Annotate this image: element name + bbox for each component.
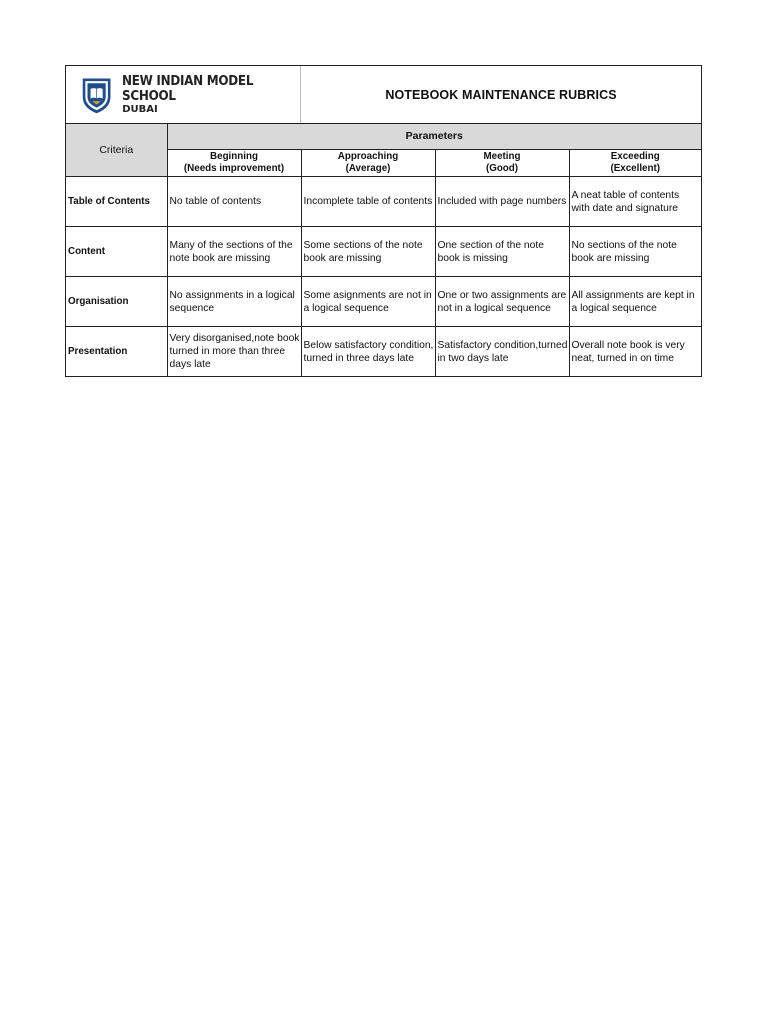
rubric-cell: No sections of the note book are missing [569, 227, 701, 277]
school-city: DUBAI [122, 103, 158, 115]
level-header-meeting [435, 150, 569, 177]
parameters-header: Parameters [167, 124, 701, 150]
rubric-cell: Satisfactory condition,turned in two days late [435, 327, 569, 377]
rubric-sheet [65, 65, 702, 377]
table-row [66, 327, 701, 377]
rubric-cell: Many of the sections of the note book are missing [167, 227, 301, 277]
level-name: Approaching [337, 151, 399, 162]
criterion-label: Organisation [66, 277, 167, 327]
level-desc: (Good) [485, 163, 519, 174]
rubric-table [66, 124, 701, 376]
level-name: Meeting [483, 151, 521, 162]
rubric-cell: Overall note book is very neat, turned in on time [569, 327, 701, 377]
criterion-label: Content [66, 227, 167, 277]
table-row [66, 227, 701, 277]
sheet-header [66, 66, 701, 124]
rubric-cell: Some asignments are not in a logical sequence [301, 277, 435, 327]
rubric-cell: A neat table of contents with date and signature [569, 177, 701, 227]
rubric-cell: One section of the note book is missing [435, 227, 569, 277]
document-title: NOTEBOOK MAINTENANCE RUBRICS [385, 87, 617, 102]
level-header-approaching [301, 150, 435, 177]
level-name: Beginning [210, 151, 258, 162]
rubric-cell: Incomplete table of contents [301, 177, 435, 227]
rubric-cell: No assignments in a logical sequence [167, 277, 301, 327]
level-header-beginning [167, 150, 301, 177]
school-name-block [122, 74, 300, 116]
criterion-label: Presentation [66, 327, 167, 377]
rubric-cell: No table of contents [167, 177, 301, 227]
table-row [66, 177, 701, 227]
table-row [66, 277, 701, 327]
rubric-cell: All assignments are kept in a logical sequence [569, 277, 701, 327]
school-name: NEW INDIAN MODEL SCHOOL [122, 73, 254, 104]
level-desc: (Needs improvement) [183, 163, 285, 174]
rubric-cell: Some sections of the note book are missing [301, 227, 435, 277]
rubric-cell: Very disorganised,note book turned in more than three days late [167, 327, 301, 377]
level-desc: (Average) [345, 163, 391, 174]
level-name: Exceeding [610, 151, 660, 162]
parameters-header-row [66, 124, 701, 150]
rubric-cell: Included with page numbers [435, 177, 569, 227]
level-desc: (Excellent) [610, 163, 661, 174]
rubric-cell: One or two assignments are not in a logical sequence [435, 277, 569, 327]
criterion-label: Table of Contents [66, 177, 167, 227]
school-crest-icon [81, 73, 112, 117]
level-header-exceeding [569, 150, 701, 177]
criteria-header: Criteria [66, 124, 167, 177]
school-logo [66, 66, 301, 123]
rubric-cell: Below satisfactory condition, turned in three days late [301, 327, 435, 377]
